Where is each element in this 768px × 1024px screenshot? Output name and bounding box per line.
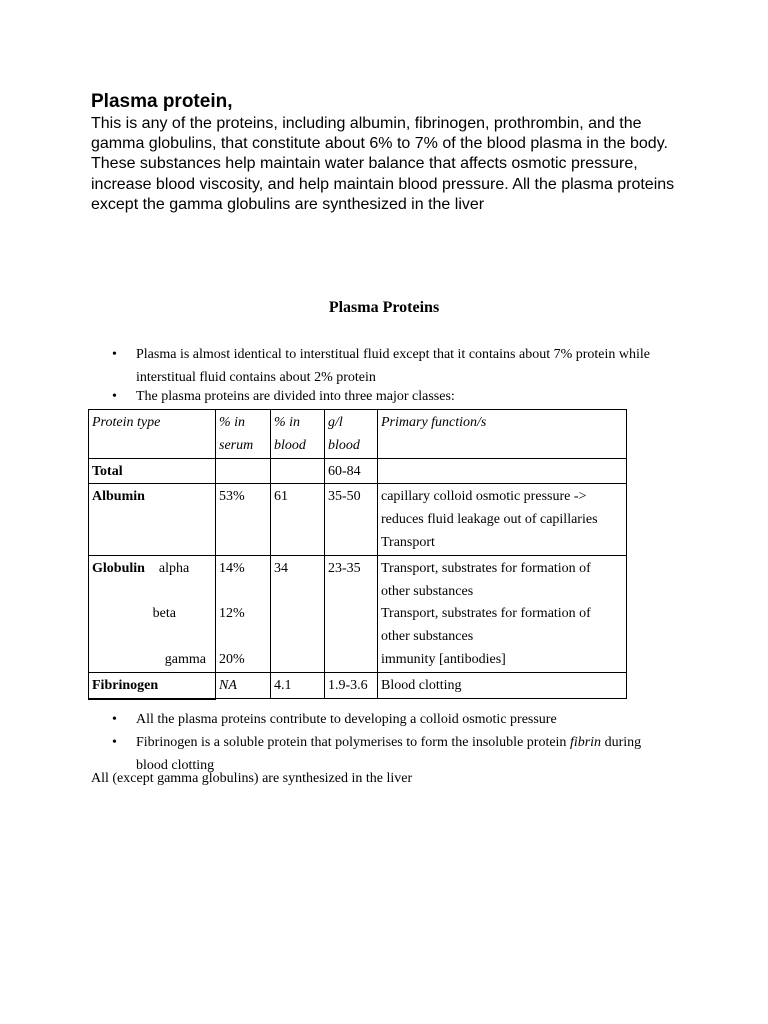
table-header-row (89, 410, 627, 459)
albumin-function (378, 484, 627, 555)
intro-paragraph: This is any of the proteins, including albumin, fibrinogen, prothrombin, and the gamma globulins, that constitute about 6% to 7% of the blood plasma in the body. These substances help maintain water balance that affects osmotic pressure, increase blood viscosity, and help maintain blood pressure. All the plasma proteins except the gamma globulins are synthesized in the liver (91, 115, 675, 213)
closing-sentence: All (except gamma globulins) are synthesized in the liver (91, 771, 413, 786)
plasma-protein-table (88, 409, 627, 700)
header-percent-serum: % in serum (216, 410, 271, 459)
albumin-label: Albumin (89, 484, 216, 555)
globulin-function-cell (378, 555, 627, 672)
fibrinogen-function: Blood clotting (378, 672, 627, 698)
albumin-gl: 35-50 (325, 484, 378, 555)
header-protein-type: Protein type (89, 410, 216, 459)
fibrinogen-blood: 4.1 (271, 672, 325, 698)
albumin-function-1: capillary colloid osmotic pressure -> reduces fluid leakage out of capillaries (381, 489, 598, 528)
albumin-blood: 61 (271, 484, 325, 555)
list-item: • Plasma is almost identical to interstitual fluid except that it contains about 7% protein while interstitual fluid contains about 2% protein (112, 343, 672, 389)
header-percent-blood: % in blood (271, 410, 325, 459)
albumin-function-2: Transport (381, 534, 435, 550)
fibrinogen-gl: 1.9-3.6 (325, 672, 378, 698)
total-gl: 60-84 (325, 458, 378, 484)
globulin-alpha-serum: 14% (219, 560, 245, 576)
globulin-label-cell (89, 555, 216, 672)
globulin-beta-function: Transport, substrates for formation of other substances (381, 606, 591, 645)
fibrinogen-serum: NA (216, 672, 271, 698)
globulin-alpha-function: Transport, substrates for formation of other substances (381, 560, 591, 599)
globulin-serum-cell (216, 555, 271, 672)
table-row (89, 555, 627, 672)
list-item: • All the plasma proteins contribute to developing a colloid osmotic pressure (112, 708, 672, 731)
globulin-beta-label: beta (152, 606, 176, 622)
header-g-per-l: g/l blood (325, 410, 378, 459)
globulin-label: Globulin (92, 560, 145, 576)
fibrin-term: fibrin (569, 735, 602, 750)
table-row (89, 458, 627, 484)
globulin-gl: 23-35 (325, 555, 378, 672)
albumin-serum: 53% (216, 484, 271, 555)
globulin-alpha-label: alpha (158, 560, 190, 576)
fibrinogen-bullet-tail: during blood clotting (136, 735, 642, 773)
total-label: Total (89, 458, 216, 484)
bottom-bullet-list (112, 708, 672, 777)
table-row (89, 672, 627, 698)
globulin-gamma-label: gamma (164, 651, 206, 667)
header-primary-function: Primary function/s (378, 410, 627, 459)
page-title: Plasma protein, (91, 91, 233, 112)
top-bullet-list (112, 343, 672, 405)
globulin-beta-serum: 12% (219, 606, 245, 622)
globulin-gamma-function: immunity [antibodies] (381, 651, 506, 667)
list-item: • The plasma proteins are divided into three major classes: (112, 389, 672, 405)
globulin-gamma-serum: 20% (219, 651, 245, 667)
globulin-blood: 34 (271, 555, 325, 672)
fibrinogen-bullet-text: Fibrinogen is a soluble protein that polymerises to form the insoluble protein (136, 735, 570, 750)
fibrinogen-label: Fibrinogen (89, 672, 216, 698)
section-heading: Plasma Proteins (328, 299, 440, 316)
table-row (89, 484, 627, 555)
